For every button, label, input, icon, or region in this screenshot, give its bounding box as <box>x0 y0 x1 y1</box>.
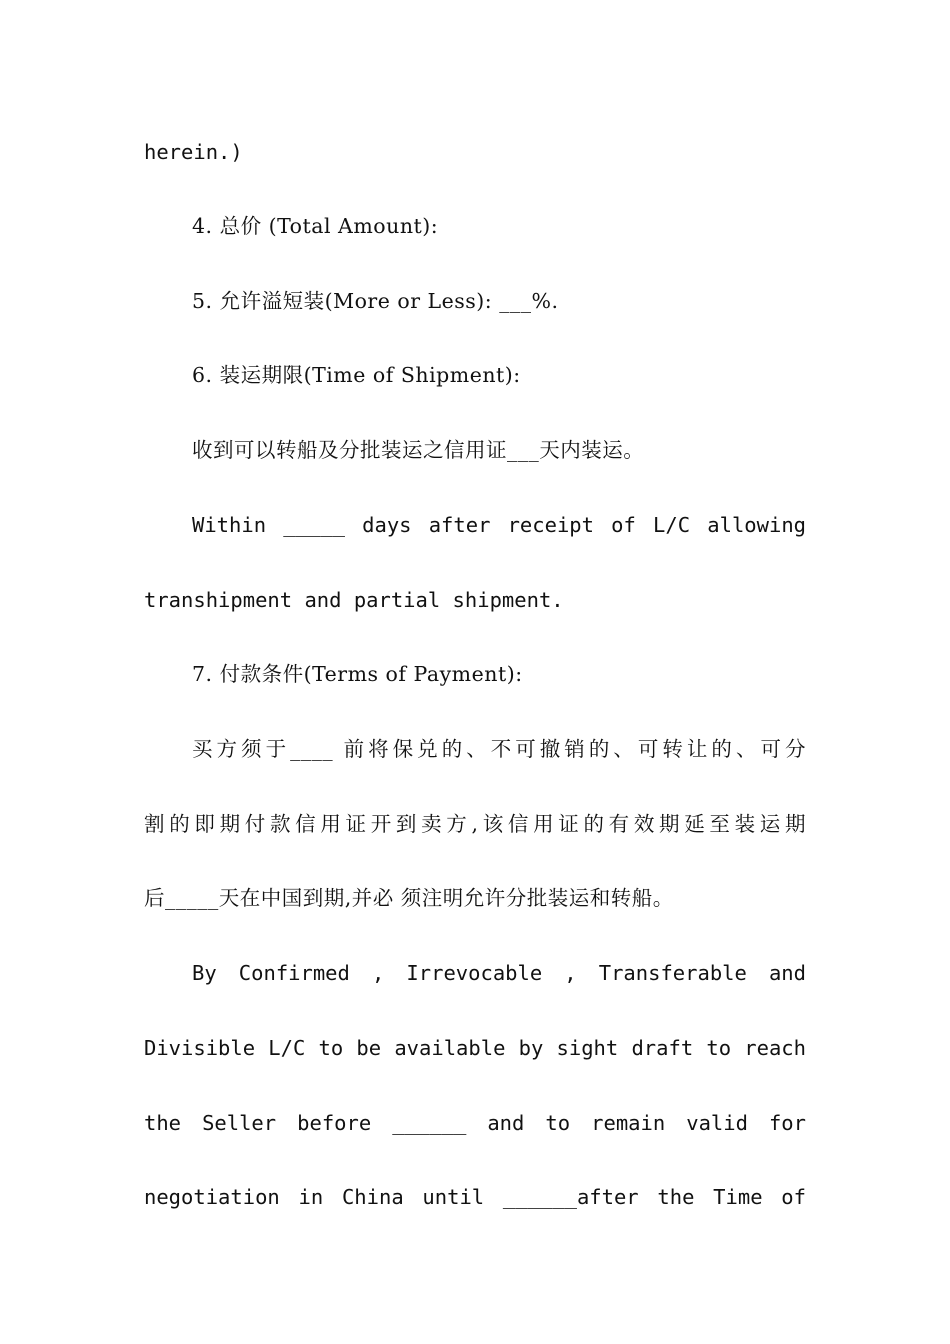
payment-chinese-line-3: 后_____天在中国到期,并必 须注明允许分批装运和转船。 <box>144 886 674 910</box>
shipment-english-line-2: transhipment and partial shipment. <box>144 588 564 612</box>
shipment-english-line-1: Within _____ days after receipt of L/C allowing <box>192 513 806 537</box>
payment-english-line-4: negotiation in China until ______after the Time of <box>144 1185 806 1209</box>
text-line-herein: herein.) <box>144 140 243 164</box>
clause-7-terms-of-payment: 7. 付款条件(Terms of Payment): <box>192 662 523 686</box>
clause-4-total-amount: 4. 总价 (Total Amount): <box>192 214 439 238</box>
clause-6-time-of-shipment: 6. 装运期限(Time of Shipment): <box>192 363 521 387</box>
payment-chinese-line-2: 割的即期付款信用证开到卖方,该信用证的有效期延至装运期 <box>144 812 806 836</box>
payment-english-line-3: the Seller before ______ and to remain valid for <box>144 1111 806 1135</box>
clause-5-more-or-less: 5. 允许溢短装(More or Less): ___%. <box>192 289 559 313</box>
payment-english-line-1: By Confirmed , Irrevocable , Transferable and <box>192 961 806 985</box>
payment-chinese-line-1: 买方须于____ 前将保兑的、不可撤销的、可转让的、可分 <box>192 737 806 761</box>
shipment-chinese-text: 收到可以转船及分批装运之信用证___天内装运。 <box>192 438 645 462</box>
payment-english-line-2: Divisible L/C to be available by sight draft to reach <box>144 1036 806 1060</box>
